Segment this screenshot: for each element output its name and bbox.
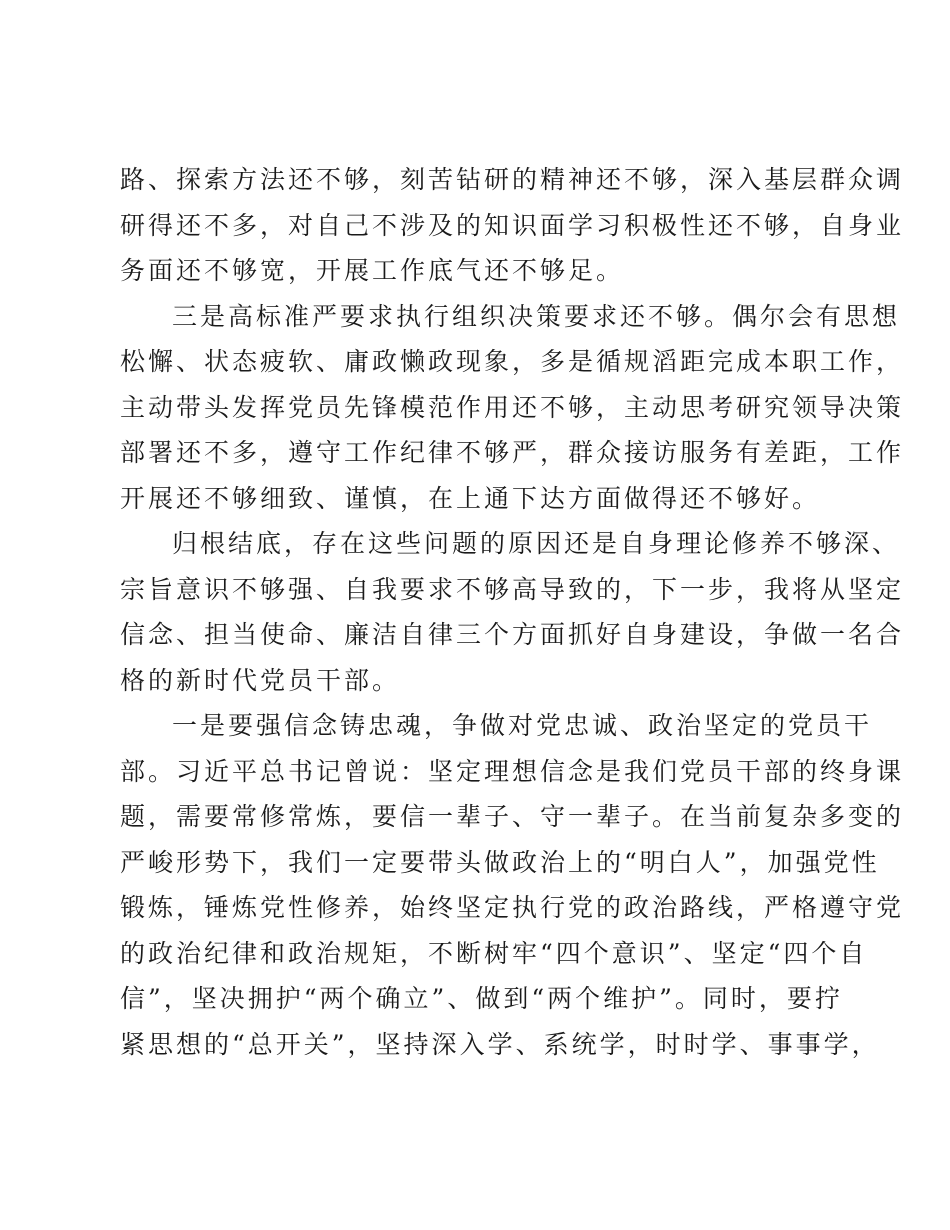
text-line: 归根结底，存在这些问题的原因还是自身理论修养不够深、 <box>172 529 901 558</box>
text-line: 研得还不多，对自己不涉及的知识面学习积极性还不够，自身业 <box>120 210 905 240</box>
text-line: 的政治纪律和政治规矩，不断树牢“四个意识”、坚定“四个自 <box>120 938 868 968</box>
text-line: 严峻形势下，我们一定要带头做政治上的“明白人”，加强党性 <box>120 847 880 877</box>
text-line: 部署还不多，遵守工作纪律不够严，群众接访服务有差距，工作 <box>120 438 905 467</box>
text-line: 部。习近平总书记曾说：坚定理想信念是我们党员干部的终身课 <box>120 756 905 786</box>
text-line: 三是高标准严要求执行组织决策要求还不够。偶尔会有思想 <box>172 301 901 331</box>
text-line: 题，需要常修常炼，要信一辈子、守一辈子。在当前复杂多变的 <box>120 802 905 831</box>
text-line: 锻炼，锤炼党性修养，始终坚定执行党的政治路线，严格遵守党 <box>120 893 905 922</box>
text-line: 路、探索方法还不够，刻苦钻研的精神还不够，深入基层群众调 <box>120 165 905 194</box>
text-line: 紧思想的“总开关”，坚持深入学、系统学，时时学、事事学， <box>120 1029 880 1059</box>
document-body <box>120 157 905 1067</box>
text-line: 一是要强信念铸忠魂，争做对党忠诚、政治坚定的党员干 <box>172 711 873 740</box>
text-line: 务面还不够宽，开展工作底气还不够足。 <box>120 256 625 285</box>
text-line: 松懈、状态疲软、庸政懒政现象，多是循规滔距完成本职工作， <box>120 347 905 376</box>
text-line: 宗旨意识不够强、自我要求不够高导致的，下一步，我将从坚定 <box>120 574 905 604</box>
text-line: 开展还不够细致、谨慎，在上通下达方面做得还不够好。 <box>120 483 821 513</box>
text-line: 格的新时代党员干部。 <box>120 665 401 695</box>
text-line: 信念、担当使命、廉洁自律三个方面抓好自身建设，争做一名合 <box>120 620 905 649</box>
text-line: 信”，坚决拥护“两个确立”、做到“两个维护”。同时，要拧 <box>120 984 843 1013</box>
text-line: 主动带头发挥党员先锋模范作用还不够，主动思考研究领导决策 <box>120 392 905 422</box>
